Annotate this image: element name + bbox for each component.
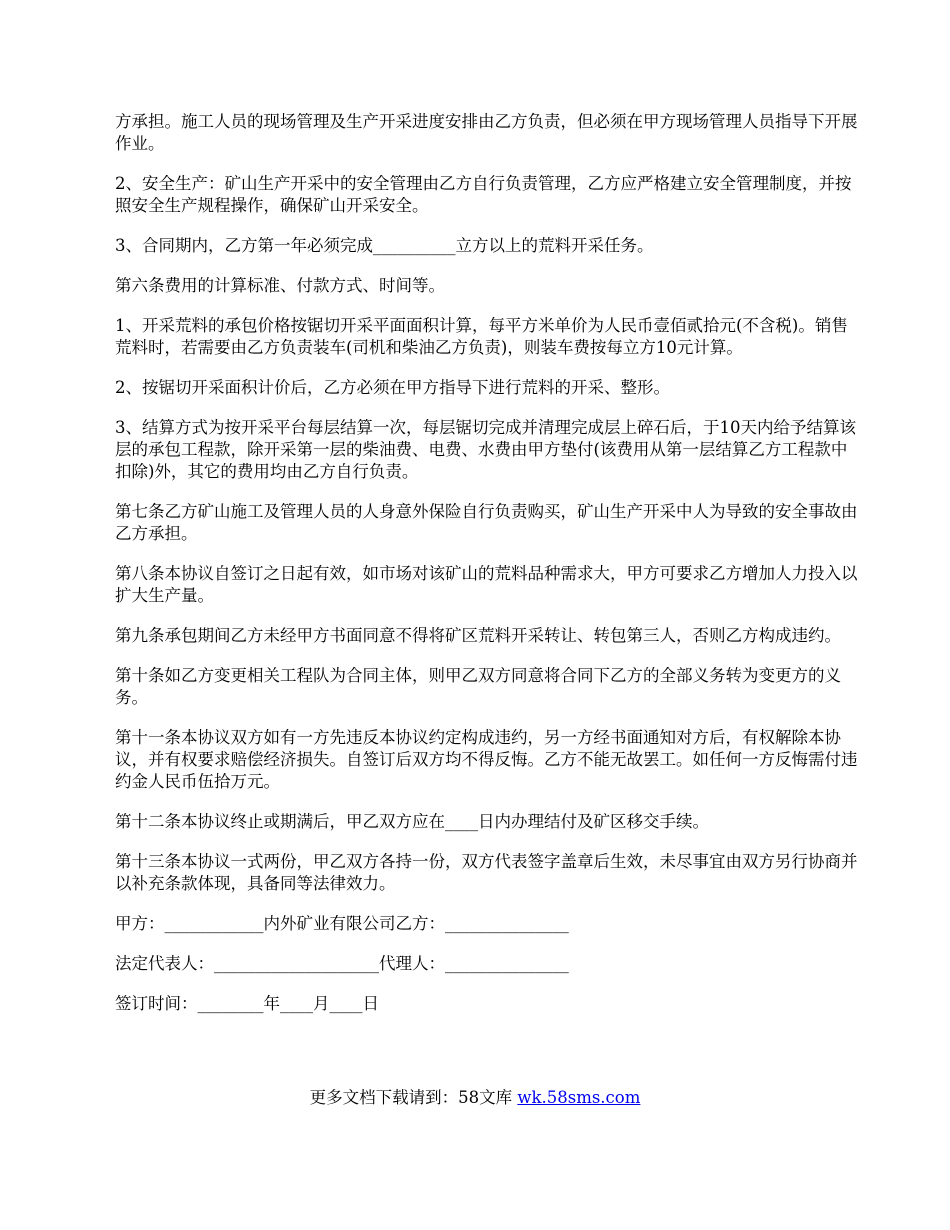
article-12: 第十二条本协议终止或期满后，甲乙双方应在____日内办理结付及矿区移交手续。 (115, 812, 709, 831)
article-9: 第九条承包期间乙方未经甲方书面同意不得将矿区荒料开采转让、转包第三人，否则乙方构成违约。 (115, 626, 841, 645)
signing-date-line: 签订时间：________年____月____日 (115, 994, 379, 1013)
article-11: 第十一条本协议双方如有一方先违反本协议约定构成违约，另一方经书面通知对方后，有权解除本协议，并有权要求赔偿经济损失。自签订后双方均不得反悔。乙方不能无故罢工。如任何一方反悔需付违约金人民币伍拾万元。 (115, 728, 858, 791)
paragraph-settlement-method: 3、结算方式为按开采平台每层结算一次，每层锯切完成并清理完成层上碎石后，于10天内给予结算该层的承包工程款，除开采第一层的柴油费、电费、水费由甲方垫付(该费用从第一层结算乙方工程款中扣除)外，其它的费用均由乙方自行负责。 (115, 418, 856, 481)
paragraph-responsibility-continuation: 方承担。施工人员的现场管理及生产开采进度安排由乙方负责，但必须在甲方现场管理人员指导下开展作业。 (115, 112, 858, 153)
paragraph-pricing-method: 2、按锯切开采面积计价后，乙方必须在甲方指导下进行荒料的开采、整形。 (115, 378, 670, 397)
footer-text: 更多文档下载请到：58文库 (309, 1088, 518, 1107)
article-7: 第七条乙方矿山施工及管理人员的人身意外保险自行负责购买，矿山生产开采中人为导致的安全事故由乙方承担。 (115, 502, 858, 543)
article-8: 第八条本协议自签订之日起有效，如市场对该矿山的荒料品种需求大，甲方可要求乙方增加人力投入以扩大生产量。 (115, 564, 858, 605)
signature-party-line: 甲方：____________内外矿业有限公司乙方：_______________ (115, 914, 569, 933)
article-6-heading: 第六条费用的计算标准、付款方式、时间等。 (115, 276, 445, 295)
paragraph-first-year-quota: 3、合同期内，乙方第一年必须完成__________立方以上的荒料开采任务。 (115, 236, 654, 255)
footer-link[interactable]: wk.58sms.com (517, 1088, 641, 1107)
document-body (115, 111, 860, 1033)
article-13: 第十三条本协议一式两份，甲乙双方各持一份，双方代表签字盖章后生效，未尽事宜由双方另行协商并以补充条款体现，具备同等法律效力。 (115, 852, 858, 893)
footer (0, 1087, 950, 1109)
paragraph-contract-price: 1、开采荒料的承包价格按锯切开采平面面积计算，每平方米单价为人民币壹佰贰拾元(不含税)。销售荒料时，若需要由乙方负责装车(司机和柴油乙方负责)，则装车费按每立方10元计算。 (115, 316, 848, 357)
article-10: 第十条如乙方变更相关工程队为合同主体，则甲乙双方同意将合同下乙方的全部义务转为变更方的义务。 (115, 666, 841, 707)
signature-representative-line: 法定代表人：____________________代理人：_______________ (115, 954, 569, 973)
paragraph-safety-production: 2、安全生产：矿山生产开采中的安全管理由乙方自行负责管理，乙方应严格建立安全管理制度，并按照安全生产规程操作，确保矿山开采安全。 (115, 174, 852, 215)
